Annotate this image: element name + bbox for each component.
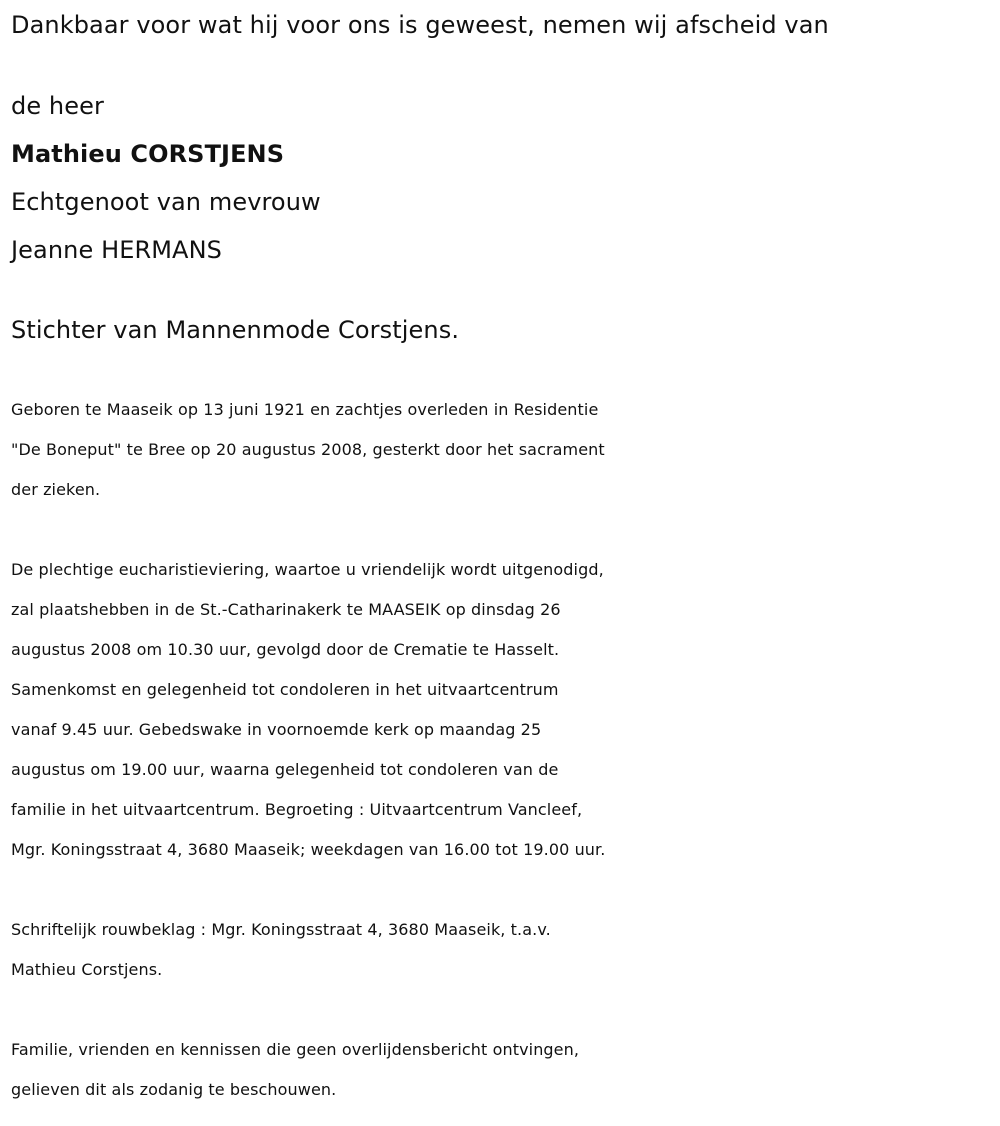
paragraph-line: Schriftelijk rouwbeklag : Mgr. Koningsstraat 4, 3680 Maaseik, t.a.v.: [11, 920, 551, 939]
closing-paragraph: [11, 1030, 996, 1110]
ceremony-paragraph: [11, 550, 996, 870]
paragraph-line: Geboren te Maaseik op 13 juni 1921 en zachtjes overleden in Residentie: [11, 400, 599, 419]
paragraph-line: der zieken.: [11, 480, 101, 499]
paragraph-line: Mgr. Koningsstraat 4, 3680 Maaseik; weekdagen van 16.00 tot 19.00 uur.: [11, 840, 606, 859]
paragraph-line: De plechtige eucharistieviering, waartoe u vriendelijk wordt uitgenodigd,: [11, 560, 604, 579]
spouse-name: Jeanne HERMANS: [11, 236, 222, 264]
paragraph-line: Familie, vrienden en kennissen die geen overlijdensbericht ontvingen,: [11, 1040, 580, 1059]
paragraph-line: "De Boneput" te Bree op 20 augustus 2008, gesterkt door het sacrament: [11, 440, 605, 459]
relation-text: Echtgenoot van mevrouw: [11, 188, 321, 216]
salutation: de heer: [11, 92, 104, 120]
paragraph-line: vanaf 9.45 uur. Gebedswake in voornoemde kerk op maandag 25: [11, 720, 542, 739]
deceased-name: Mathieu CORSTJENS: [11, 140, 285, 168]
occupation-text: Stichter van Mannenmode Corstjens.: [11, 316, 460, 344]
paragraph-line: Samenkomst en gelegenheid tot condoleren in het uitvaartcentrum: [11, 680, 559, 699]
paragraph-line: familie in het uitvaartcentrum. Begroeting : Uitvaartcentrum Vancleef,: [11, 800, 583, 819]
paragraph-line: gelieven dit als zodanig te beschouwen.: [11, 1080, 337, 1099]
paragraph-line: zal plaatshebben in de St.-Catharinakerk te MAASEIK op dinsdag 26: [11, 600, 561, 619]
intro-text: Dankbaar voor wat hij voor ons is geweest, nemen wij afscheid van: [11, 11, 829, 39]
condolences-paragraph: [11, 910, 996, 990]
paragraph-line: augustus 2008 om 10.30 uur, gevolgd door de Crematie te Hasselt.: [11, 640, 560, 659]
birth-death-paragraph: [11, 390, 996, 510]
paragraph-line: augustus om 19.00 uur, waarna gelegenheid tot condoleren van de: [11, 760, 559, 779]
paragraph-line: Mathieu Corstjens.: [11, 960, 163, 979]
